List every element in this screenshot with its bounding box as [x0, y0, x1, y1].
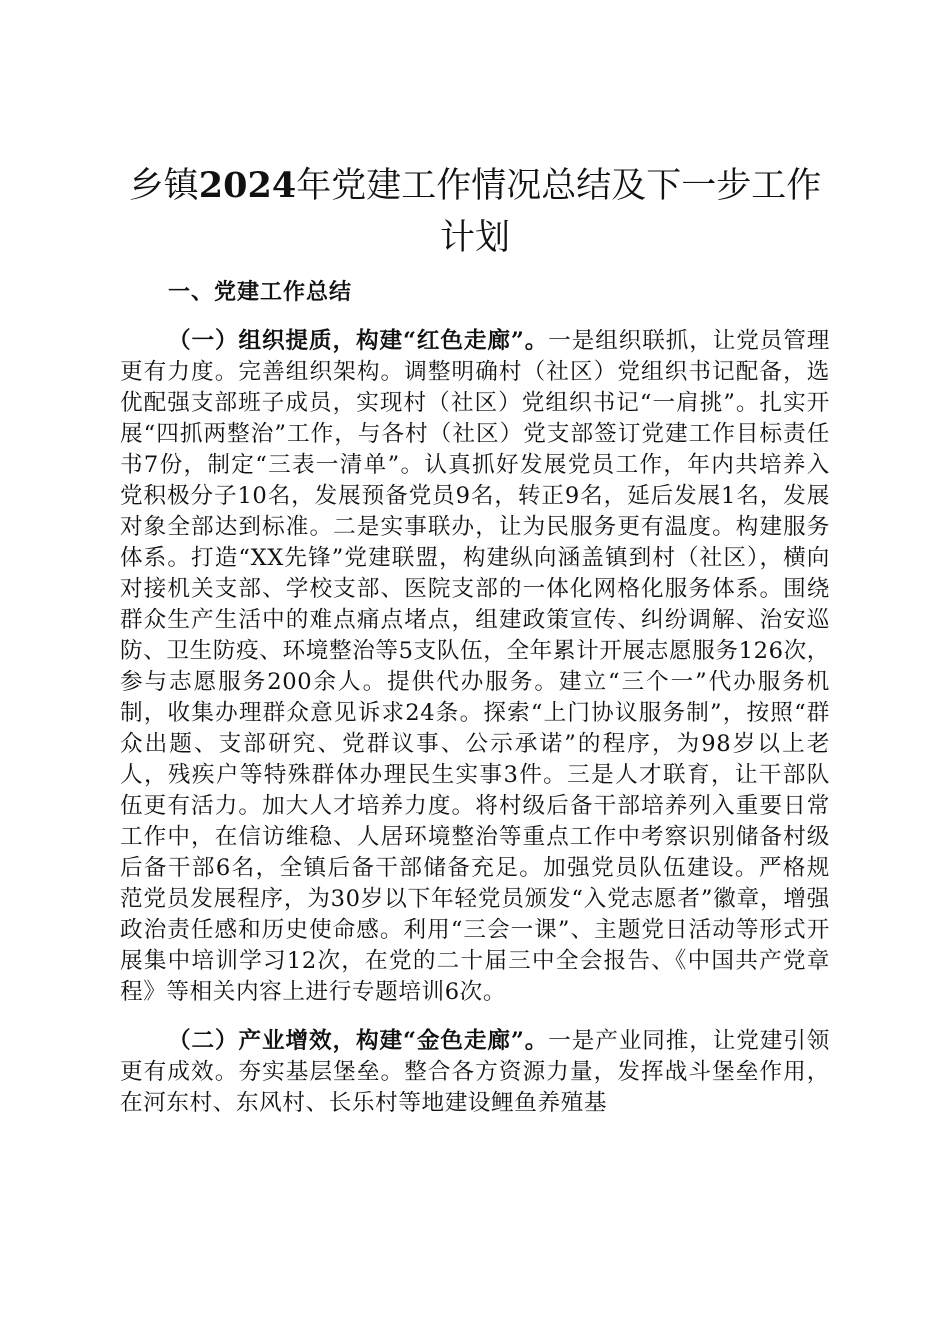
paragraph-lead-red-corridor: （一）组织提质，构建“红色走廊”。: [168, 328, 549, 354]
title-prefix: 乡镇: [128, 166, 199, 206]
paragraph-industry: [120, 1026, 830, 1119]
paragraph-body-gold-corridor: 一是产业同推，让党建引领更有成效。夯实基层堡垒。整合各方资源力量，发挥战斗堡垒作用，在河东村、东风村、长乐村等地建设鲤鱼养殖基: [120, 1028, 830, 1116]
title-year: 2024: [198, 165, 297, 206]
title-line2: 计划: [439, 218, 510, 258]
title-rest: 年党建工作情况总结及下一步工作: [296, 166, 822, 206]
paragraph-body-red-corridor: 一是组织联抓，让党员管理更有力度。完善组织架构。调整明确村（社区）党组织书记配备，选优配强支部班子成员，实现村（社区）党组织书记“一肩挑”。扎实开展“四抓两整治”工作，与各村（社区）党支部签订党建工作目标责任书7份，制定“三表一清单”。认真抓好发展党员工作，年内共培养入党积极分子10名，发展预备党员9名，转正9名，延后发展1名，发展对象全部达到标准。二是实事联办，让为民服务更有温度。构建服务体系。打造“XX先锋”党建联盟，构建纵向涵盖镇到村（社区），横向对接机关支部、学校支部、医院支部的一体化网格化服务体系。围绕群众生产生活中的难点痛点堵点，组建政策宣传、纠纷调解、治安巡防、卫生防疫、环境整治等5支队伍，全年累计开展志愿服务126次，参与志愿服务200余人。提供代办服务。建立“三个一”代办服务机制，收集办理群众意见诉求24条。探索“上门协议服务制”，按照“群众出题、支部研究、党群议事、公示承诺”的程序，为98岁以上老人，残疾户等特殊群体办理民生实事3件。三是人才联育，让干部队伍更有活力。加大人才培养力度。将村级后备干部培养列入重要日常工作中，在信访维稳、人居环境整治等重点工作中考察识别储备村级后备干部6名，全镇后备干部储备充足。加强党员队伍建设。严格规范党员发展程序，为30岁以下年轻党员颁发“入党志愿者”徽章，增强政治责任感和历史使命感。利用“三会一课”、主题党日活动等形式开展集中培训学习12次，在党的二十届三中全会报告、《中国共产党章程》等相关内容上进行专题培训6次。: [120, 328, 830, 1005]
section-heading-summary: 一、党建工作总结: [168, 279, 353, 305]
document-title: [120, 160, 830, 264]
paragraph-organization: [120, 326, 830, 1008]
document-page: [120, 160, 830, 1119]
paragraph-lead-gold-corridor: （二）产业增效，构建“金色走廊”。: [168, 1028, 549, 1054]
